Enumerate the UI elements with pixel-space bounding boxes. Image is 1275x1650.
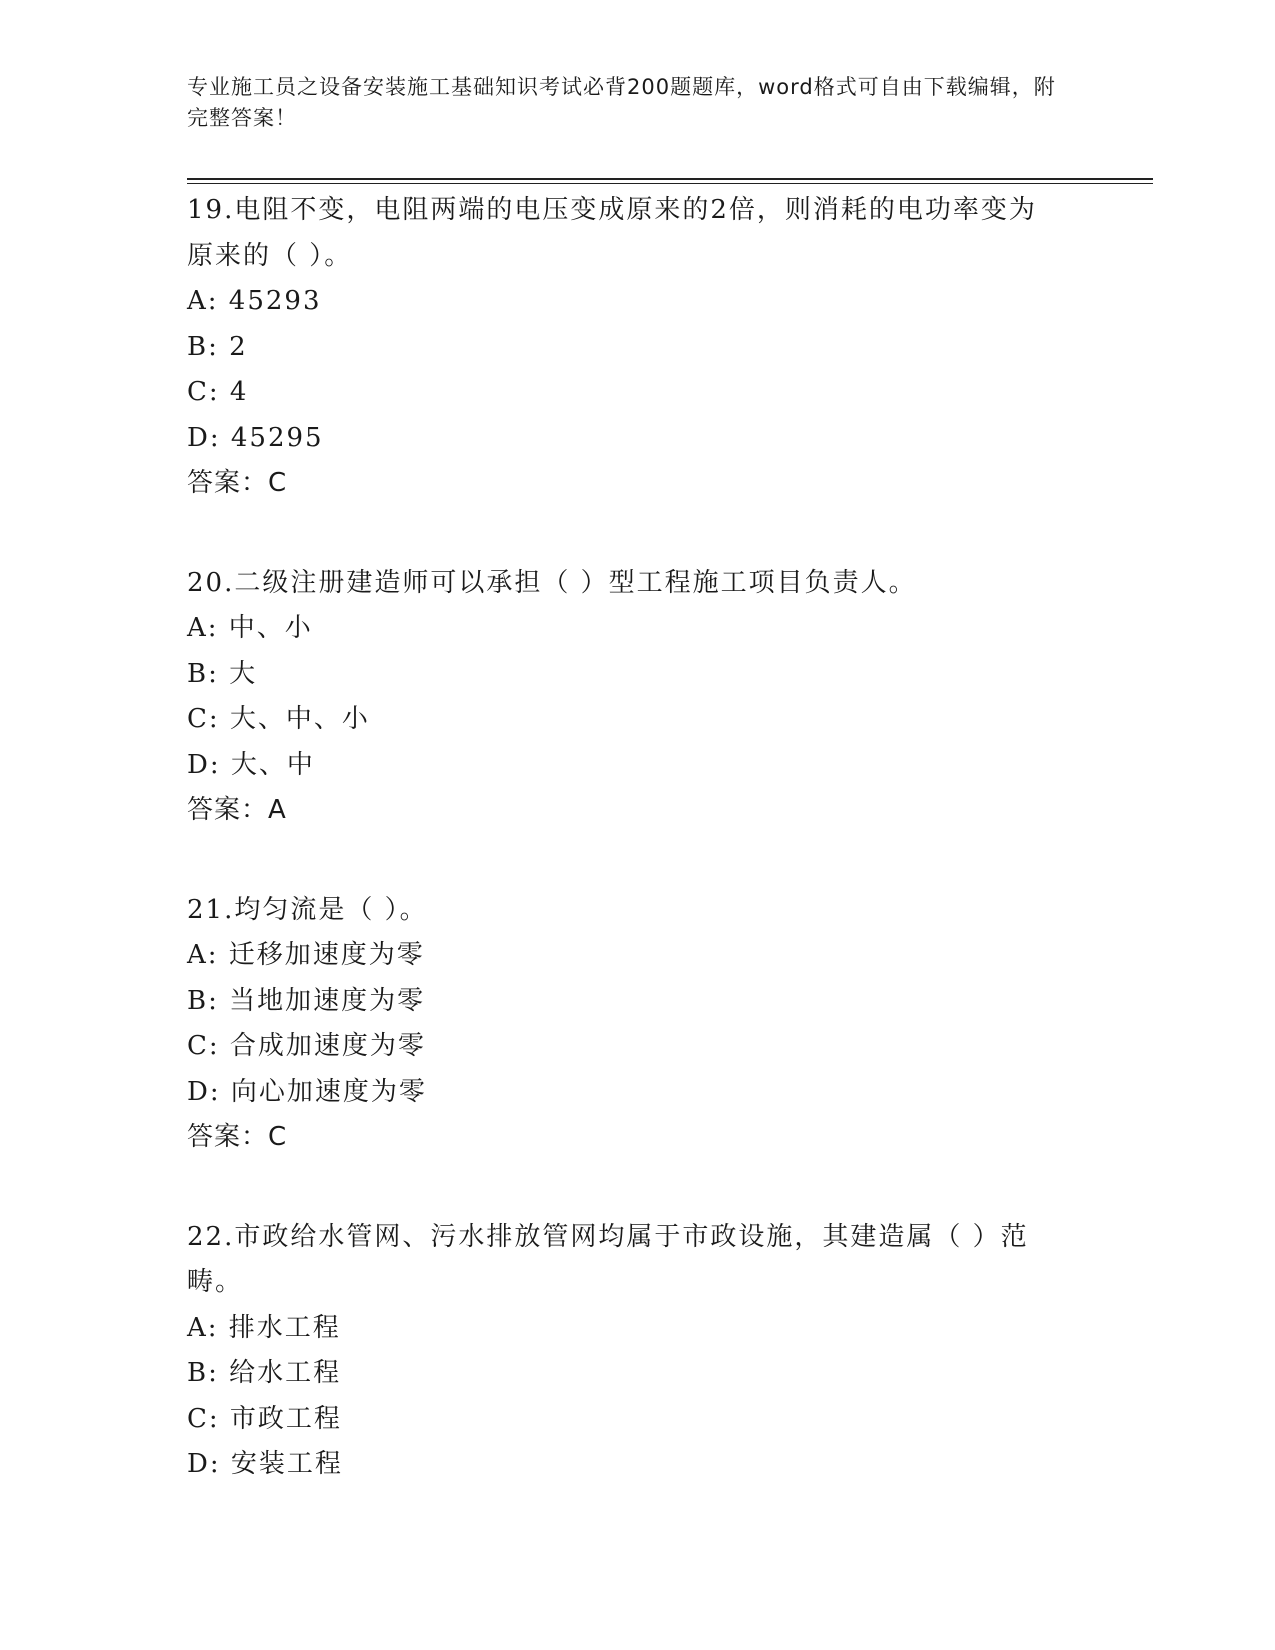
option-d: D: 45295	[187, 422, 324, 453]
question-stem: 20.二级注册建造师可以承担（ ）型工程施工项目负责人。	[187, 567, 917, 598]
option-c: C: 合成加速度为零	[187, 1031, 426, 1061]
question-stem: 21.均匀流是（ ）。	[187, 894, 428, 925]
answer-text: 答案：C	[187, 1122, 288, 1152]
option-d: D: 大、中	[187, 749, 315, 780]
question-20	[187, 561, 1087, 834]
header-divider-thick	[187, 178, 1153, 180]
option-b: B: 2	[187, 331, 248, 362]
option-a: A: 中、小	[187, 613, 313, 643]
option-d: D: 安装工程	[187, 1449, 343, 1479]
option-a: A: 迁移加速度为零	[187, 940, 425, 970]
question-22	[187, 1215, 1087, 1488]
question-stem: 19.电阻不变，电阻两端的电压变成原来的2倍，则消耗的电功率变为	[187, 195, 1037, 225]
option-a: A: 45293	[187, 286, 322, 316]
question-19	[187, 188, 1087, 507]
option-b: B: 当地加速度为零	[187, 985, 426, 1016]
option-b: B: 给水工程	[187, 1358, 342, 1388]
answer-text: 答案：C	[187, 468, 288, 498]
question-stem: 22.市政给水管网、污水排放管网均属于市政设施，其建造属（ ）范	[187, 1221, 1029, 1252]
option-a: A: 排水工程	[187, 1312, 341, 1343]
header-divider-thin	[187, 183, 1153, 184]
option-c: C: 4	[187, 377, 249, 407]
document-header: 专业施工员之设备安装施工基础知识考试必背200题题库，word格式可自由下载编辑，附完整答案！	[187, 75, 1056, 130]
question-list	[187, 188, 1087, 1542]
question-21	[187, 888, 1087, 1161]
answer-text: 答案：A	[187, 795, 287, 825]
option-d: D: 向心加速度为零	[187, 1076, 427, 1107]
option-b: B: 大	[187, 658, 258, 689]
option-c: C: 市政工程	[187, 1403, 342, 1434]
option-c: C: 大、中、小	[187, 704, 370, 734]
question-stem: 畴。	[187, 1267, 244, 1297]
question-stem: 原来的（ ）。	[187, 240, 353, 271]
